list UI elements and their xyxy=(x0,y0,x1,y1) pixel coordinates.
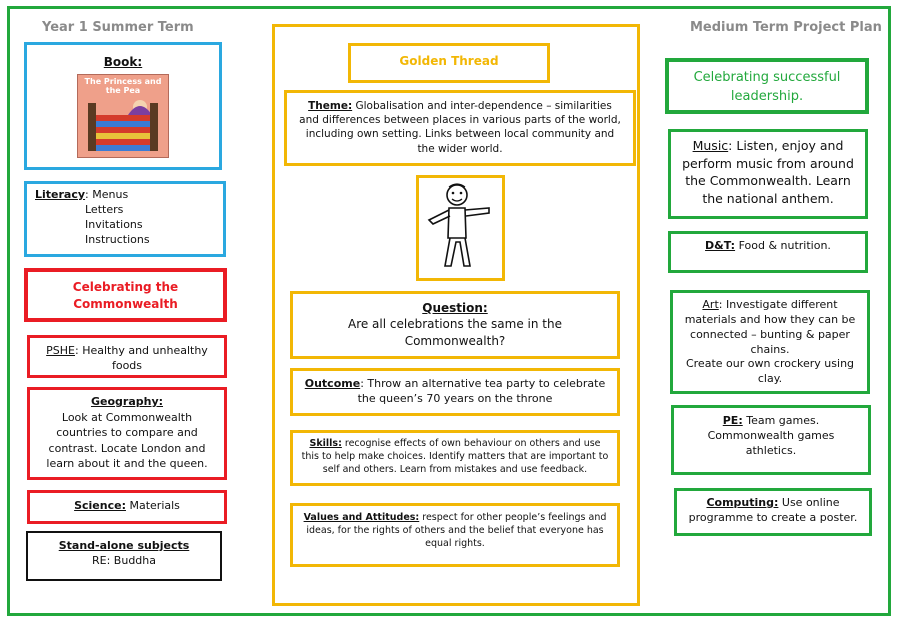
pshe-text: : Healthy and unhealthy foods xyxy=(75,344,208,372)
literacy-item: Instructions xyxy=(85,232,150,246)
science-text: Materials xyxy=(125,499,180,512)
pshe-label: PSHE xyxy=(46,344,76,357)
geography-text: Look at Commonwealth countries to compare and contrast. Locate London and learn about it and the queen. xyxy=(46,410,208,471)
science-box xyxy=(27,490,227,524)
standalone-box xyxy=(26,531,222,581)
skills-box xyxy=(290,430,620,486)
literacy-label: Literacy xyxy=(35,188,86,201)
theme-label: Theme: xyxy=(308,100,353,112)
pe-text-2: Commonwealth games athletics. xyxy=(707,428,835,457)
literacy-box: Literacy : Menus Letters Invitations Instructions xyxy=(24,181,226,257)
pshe-box xyxy=(27,335,227,378)
book-cover-title: The Princess and the Pea xyxy=(84,77,162,95)
literacy-list xyxy=(92,188,128,203)
celebrating-commonwealth-box: Celebrating the Commonwealth xyxy=(24,268,227,322)
values-label: Values and Attitudes: xyxy=(303,512,420,523)
skills-text: recognise effects of own behaviour on others and use this to help make choices. Identify matters that are important to self and others. Learn from mistakes and use feedback. xyxy=(301,438,609,475)
question-text: Are all celebrations the same in the Commonwealth? xyxy=(347,317,562,348)
geography-box xyxy=(27,387,227,480)
question-label: Question: xyxy=(422,301,488,315)
art-text-2: Create our own crockery using clay. xyxy=(685,357,855,386)
literacy-item: Menus xyxy=(92,188,129,201)
music-box xyxy=(668,129,868,219)
standalone-text: RE: Buddha xyxy=(92,553,156,567)
art-text: : Investigate different materials and how they can be connected – bunting & paper chains. xyxy=(684,298,856,356)
stick-figure-box xyxy=(416,175,505,281)
pe-box xyxy=(671,405,871,475)
outcome-label: Outcome xyxy=(304,377,361,390)
computing-text: Use online programme to create a poster. xyxy=(688,496,858,524)
leadership-box: Celebrating successful leadership. xyxy=(665,58,869,114)
standalone-label: Stand-alone subjects xyxy=(58,539,190,552)
book-heading: Book: xyxy=(103,55,143,69)
plan-title: Medium Term Project Plan xyxy=(690,20,882,35)
golden-thread-title: Golden Thread xyxy=(348,43,550,83)
outcome-box xyxy=(290,368,620,416)
pe-label: PE: xyxy=(722,414,743,427)
dt-box xyxy=(668,231,868,273)
book-cover-image xyxy=(77,74,169,158)
values-text: respect for other people’s feelings and ideas, for the rights of others and the belief that everyone has equal rights. xyxy=(306,512,607,549)
book-box xyxy=(24,42,222,170)
computing-box xyxy=(674,488,872,536)
geography-label: Geography: xyxy=(90,395,164,408)
science-label: Science: xyxy=(74,499,126,512)
art-box xyxy=(670,290,870,394)
theme-text: Globalisation and inter-dependence – similarities and differences between places in various parts of the world, including own setting. Links between local community and the wider world. xyxy=(299,100,621,155)
pe-text: Team games. xyxy=(742,414,820,427)
question-box xyxy=(290,291,620,359)
computing-label: Computing: xyxy=(706,496,779,509)
theme-box xyxy=(284,90,636,166)
dt-label: D&T: xyxy=(705,239,736,252)
literacy-item: Invitations xyxy=(85,217,143,231)
stick-figure-icon xyxy=(419,178,502,278)
art-label: Art xyxy=(702,298,719,311)
values-box xyxy=(290,503,620,567)
outcome-text: : Throw an alternative tea party to celebrate the queen’s 70 years on the throne xyxy=(357,377,606,405)
term-title: Year 1 Summer Term xyxy=(42,20,194,35)
literacy-item: Letters xyxy=(85,202,124,216)
music-text: : Listen, enjoy and perform music from around the Commonwealth. Learn the national anthem. xyxy=(682,138,854,206)
skills-label: Skills: xyxy=(309,438,342,449)
music-label: Music xyxy=(692,138,729,153)
dt-text: Food & nutrition. xyxy=(735,239,831,252)
